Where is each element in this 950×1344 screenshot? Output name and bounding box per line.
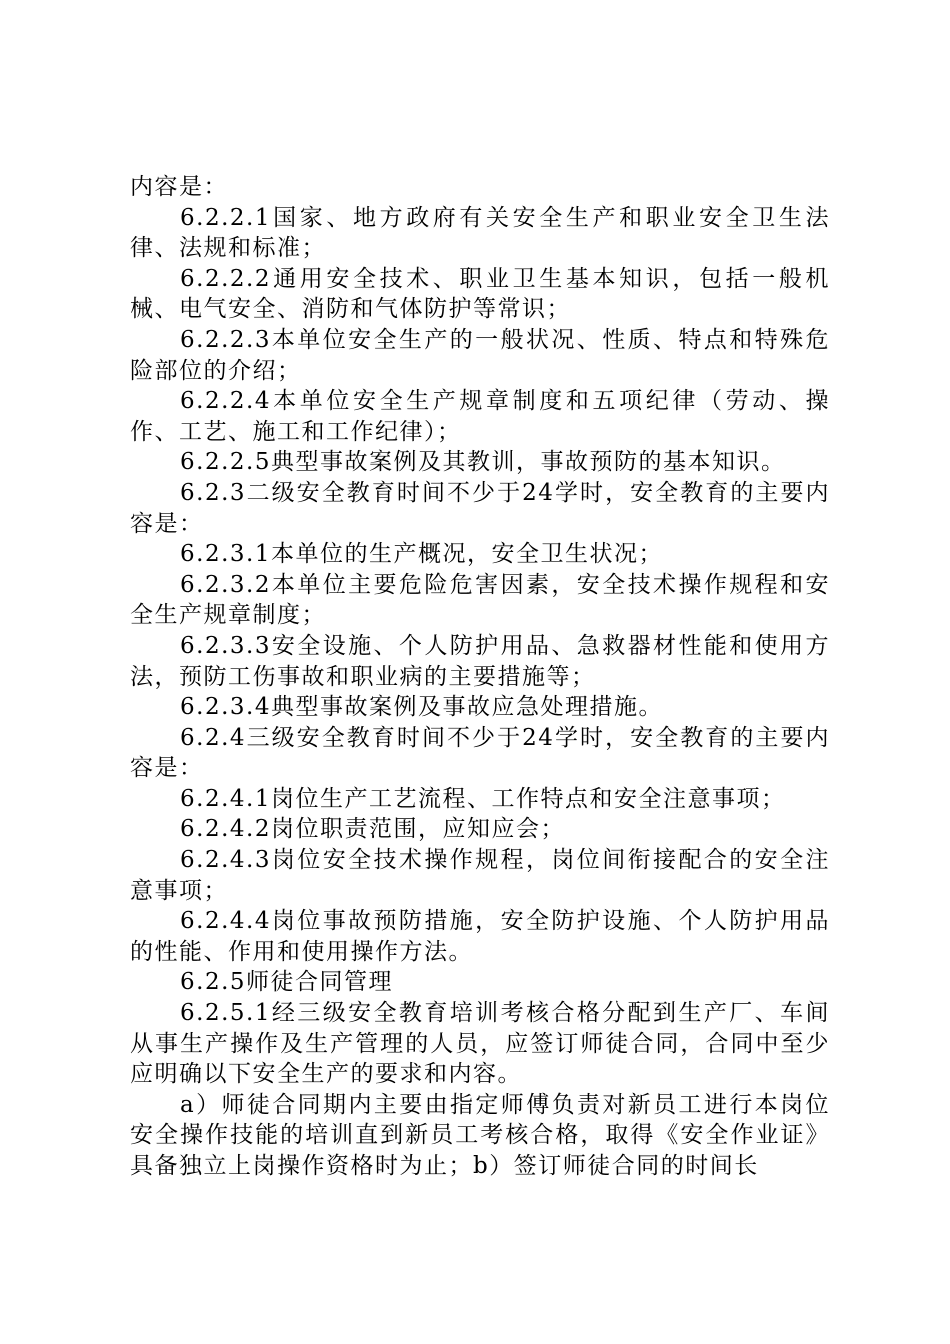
paragraph: 6.2.2.3本单位安全生产的一般状况、性质、特点和特殊危险部位的介绍； [130,326,830,384]
paragraph: 6.2.4.2岗位职责范围，应知应会； [180,816,565,843]
paragraph: 6.2.4.3岗位安全技术操作规程，岗位间衔接配合的安全注意事项； [130,847,830,904]
paragraph: 6.2.3.3安全设施、个人防护用品、急救器材性能和使用方法，预防工伤事故和职业病的主要措施等； [130,632,830,690]
paragraph: 6.2.2.1国家、地方政府有关安全生产和职业安全卫生法律、法规和标准； [130,204,830,262]
paragraph: 6.2.4.4岗位事故预防措施，安全防护设施、个人防护用品的性能、作用和使用操作方法。 [130,908,830,965]
paragraph: 6.2.2.2通用安全技术、职业卫生基本知识，包括一般机械、电气安全、消防和气体防护等常识； [130,265,830,323]
paragraph: 6.2.5师徒合同管理 [180,969,394,996]
document-body [130,172,830,1182]
paragraph: 6.2.3二级安全教育时间不少于24学时，安全教育的主要内容是： [130,479,830,537]
paragraph: 6.2.3.4典型事故案例及事故应急处理措施。 [180,694,663,721]
paragraph: 6.2.3.1本单位的生产概况，安全卫生状况； [180,541,663,568]
paragraph: 6.2.4三级安全教育时间不少于24学时，安全教育的主要内容是： [130,724,830,782]
paragraph: 6.2.2.4本单位安全生产规章制度和五项纪律（劳动、操作、工艺、施工和工作纪律）； [130,388,830,445]
paragraph: 内容是： [130,174,228,200]
paragraph: 6.2.2.5典型事故案例及其教训，事故预防的基本知识。 [180,449,786,476]
paragraph: 6.2.4.1岗位生产工艺流程、工作特点和安全注意事项； [180,785,786,812]
paragraph: a）师徒合同期内主要由指定师傅负责对新员工进行本岗位安全操作技能的培训直到新员工考核合格，取得《安全作业证》具备独立上岗操作资格时为止；b）签订师徒合同的时间长 [130,1091,830,1179]
paragraph: 6.2.5.1经三级安全教育培训考核合格分配到生产厂、车间从事生产操作及生产管理的人员，应签订师徒合同，合同中至少应明确以下安全生产的要求和内容。 [130,1000,830,1088]
paragraph: 6.2.3.2本单位主要危险危害因素，安全技术操作规程和安全生产规章制度； [130,571,830,629]
